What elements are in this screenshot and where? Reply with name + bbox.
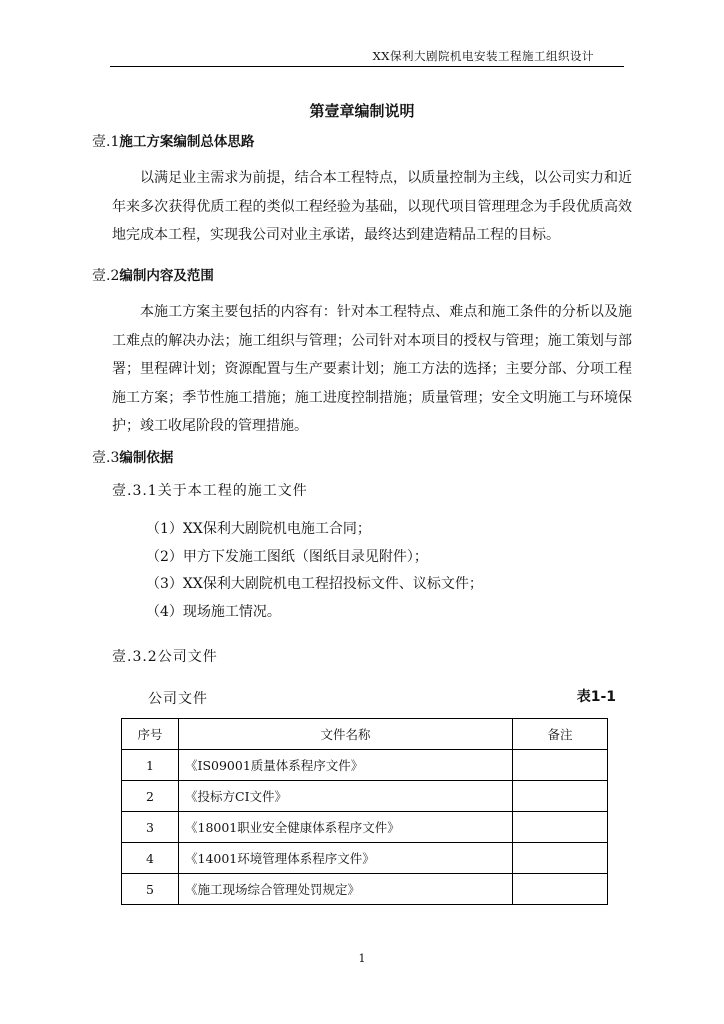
cell-remark <box>513 781 608 812</box>
header-name: 文件名称 <box>179 719 513 750</box>
basis-document-list <box>146 516 483 626</box>
table-row <box>122 874 608 905</box>
chapter-title: 第壹章编制说明 <box>309 102 415 120</box>
cell-name: 《IS09001质量体系程序文件》 <box>179 750 513 781</box>
cell-name: 《14001环境管理体系程序文件》 <box>179 843 513 874</box>
running-header: XX保利大剧院机电安装工程施工组织设计 <box>372 49 594 63</box>
subsection-heading-2: 壹.3.2公司文件 <box>112 649 218 665</box>
cell-remark <box>513 750 608 781</box>
header-rule <box>110 66 624 67</box>
company-documents-table <box>121 718 608 905</box>
cell-name: 《投标方CI文件》 <box>179 781 513 812</box>
section-title-2: 编制内容及范围 <box>119 268 214 284</box>
cell-no: 4 <box>122 843 179 874</box>
table-row <box>122 843 608 874</box>
page-number: 1 <box>358 952 366 965</box>
list-item: （2）甲方下发施工图纸（图纸目录见附件）； <box>146 548 428 565</box>
cell-no: 3 <box>122 812 179 843</box>
cell-remark <box>513 812 608 843</box>
section-paragraph-2: 本施工方案主要包括的内容有：针对本工程特点、难点和施工条件的分析以及施工难点的解决办法；施工组织与管理；公司针对本项目的授权与管理；施工策划与部署；里程碑计划；资源配置与生产要素计划；施工方法的选择；主要分部、分项工程施工方案；季节性施工措施；施工进度控制措施；质量管理；安全文明施工与环境保护；竣工收尾阶段的管理措施。 <box>112 304 632 434</box>
cell-no: 5 <box>122 874 179 905</box>
cell-remark <box>513 843 608 874</box>
header-no: 序号 <box>122 719 179 750</box>
section-heading-3 <box>92 446 173 467</box>
list-item: （4）现场施工情况。 <box>146 603 281 620</box>
section-number-1: 壹.1 <box>92 134 120 150</box>
cell-remark <box>513 874 608 905</box>
section-heading-1 <box>92 130 254 151</box>
table-caption: 公司文件 <box>148 691 208 707</box>
table-row <box>122 750 608 781</box>
section-heading-2 <box>92 264 214 285</box>
cell-name: 《18001职业安全健康体系程序文件》 <box>179 812 513 843</box>
table-row <box>122 781 608 812</box>
cell-name: 《施工现场综合管理处罚规定》 <box>179 874 513 905</box>
subsection-heading-1: 壹.3.1关于本工程的施工文件 <box>112 483 308 499</box>
section-number-3: 壹.3 <box>92 450 120 466</box>
section-paragraph-1: 以满足业主需求为前提，结合本工程特点，以质量控制为主线，以公司实力和近年来多次获得优质工程的类似工程经验为基础，以现代项目管理理念为手段优质高效地完成本工程，实现我公司对业主承诺，最终达到建造精品工程的目标。 <box>112 170 632 243</box>
list-item: （3）XX保利大剧院机电工程招投标文件、议标文件； <box>146 576 483 592</box>
section-title-1: 施工方案编制总体思路 <box>119 134 255 150</box>
cell-no: 2 <box>122 781 179 812</box>
table-number: 表1-1 <box>576 689 616 705</box>
header-remark: 备注 <box>513 719 608 750</box>
cell-no: 1 <box>122 750 179 781</box>
table-header-row <box>122 719 608 750</box>
section-number-2: 壹.2 <box>92 268 120 284</box>
section-title-3: 编制依据 <box>119 450 174 466</box>
list-item: （1）XX保利大剧院机电施工合同； <box>146 521 371 537</box>
table-row <box>122 812 608 843</box>
